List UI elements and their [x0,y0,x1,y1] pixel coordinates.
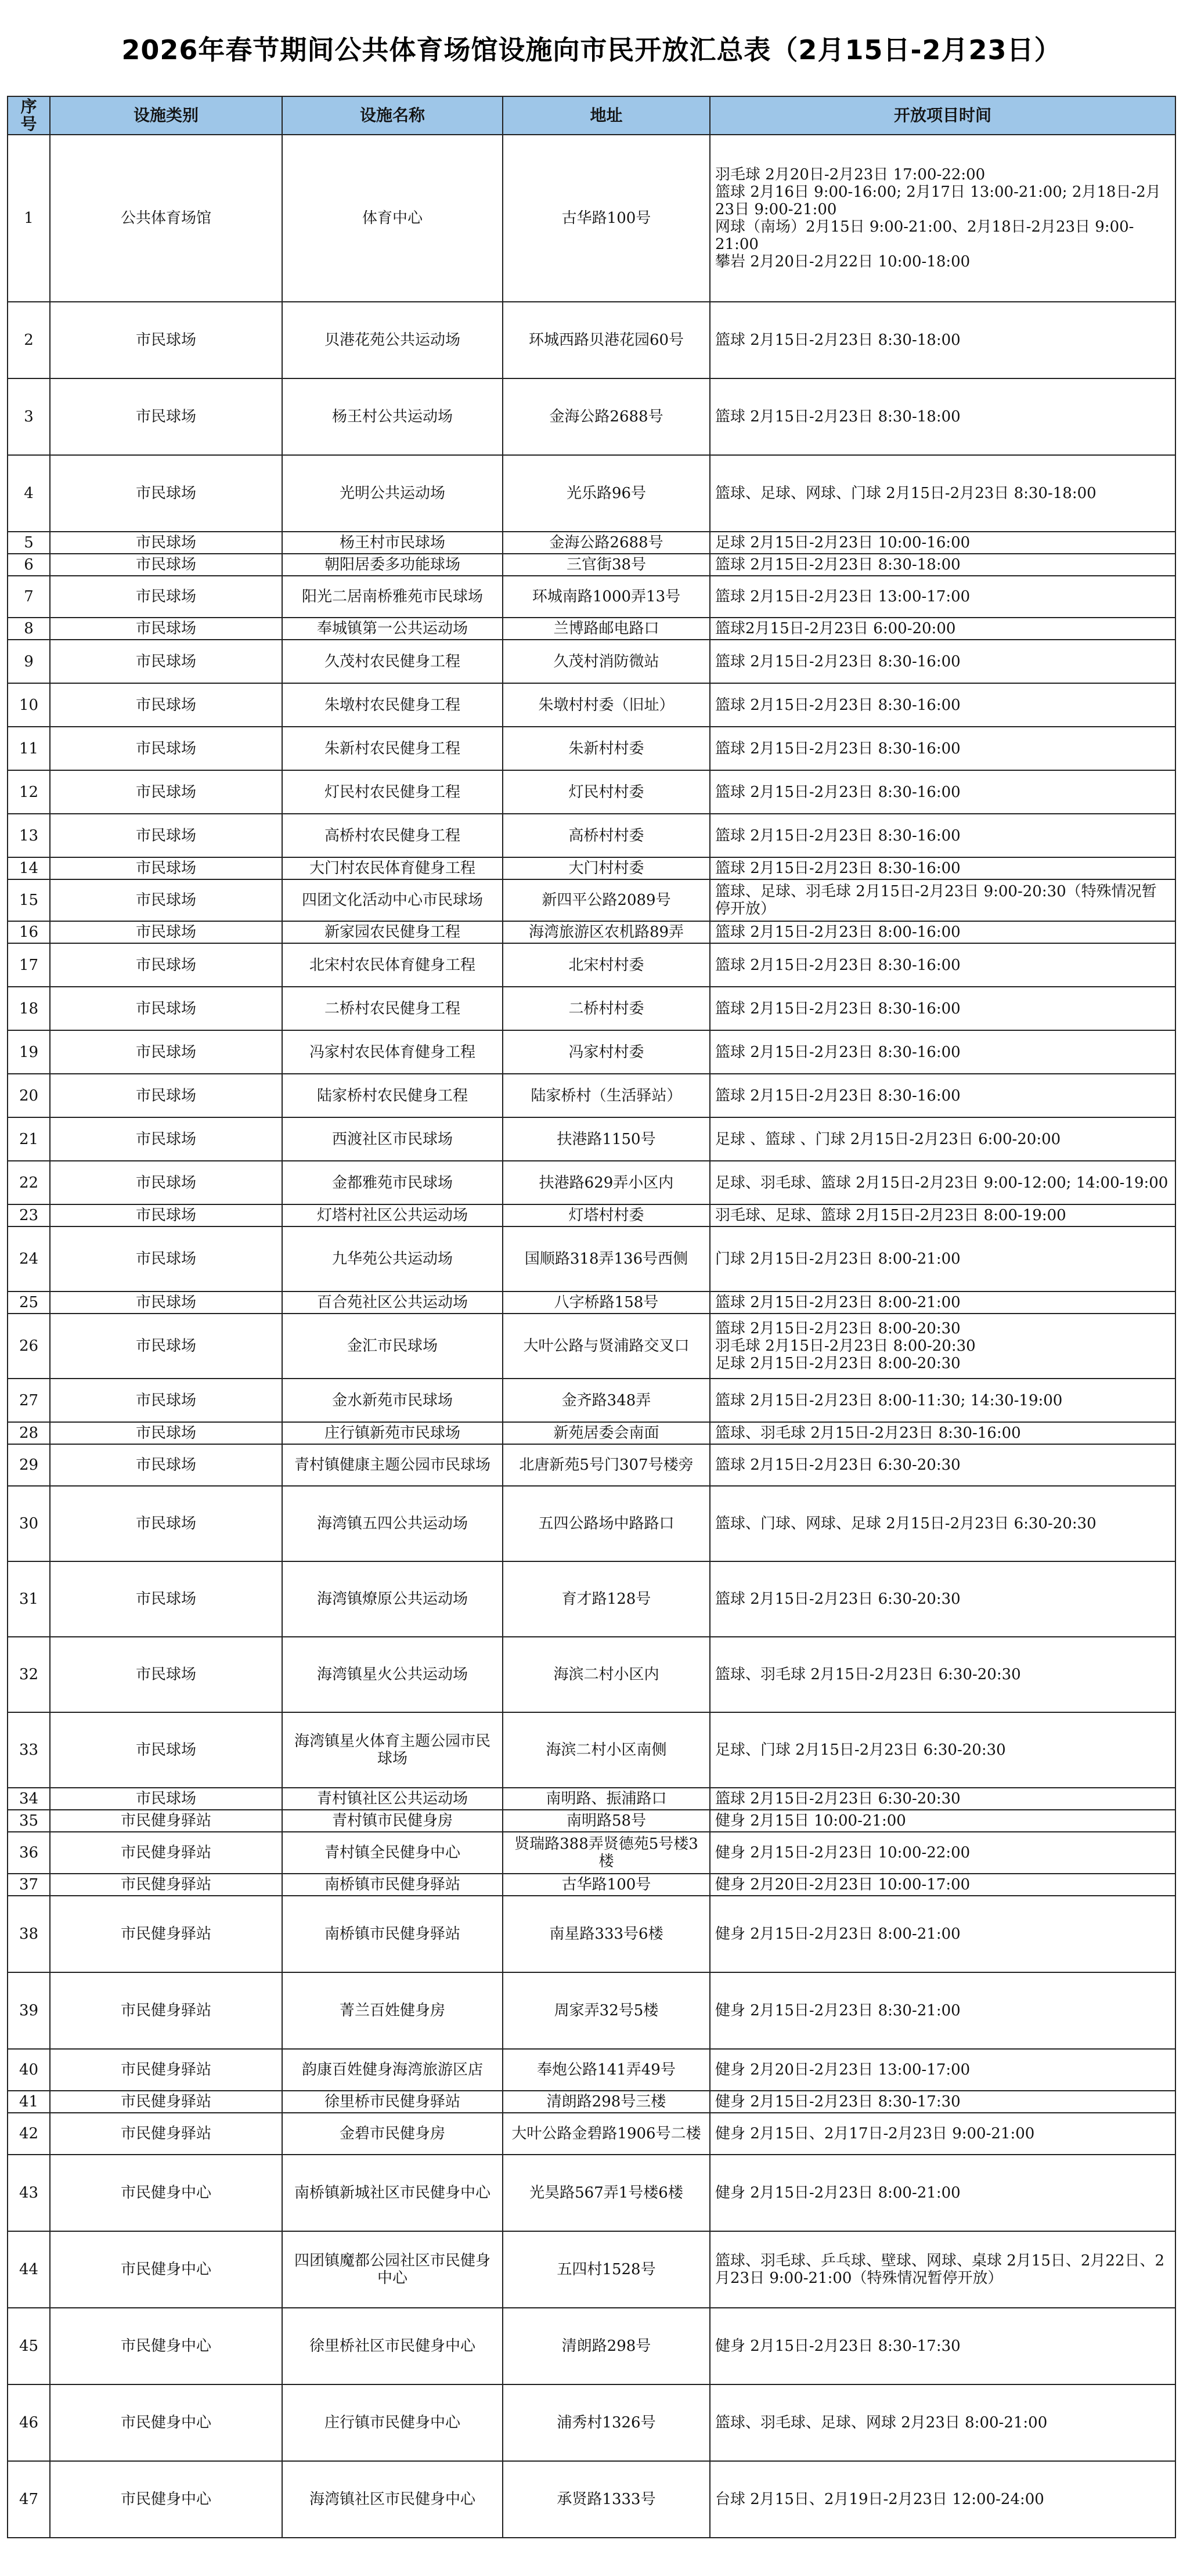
column-header-schedule: 开放项目时间 [710,96,1175,135]
facility-name-cell: 杨王村公共运动场 [282,378,503,455]
facility-name-cell: 菁兰百姓健身房 [282,1972,503,2049]
table-row [8,879,1175,921]
facility-name-cell: 灯塔村社区公共运动场 [282,1204,503,1226]
facility-address-cell: 大门村村委 [503,857,710,879]
facility-category-cell: 市民球场 [50,770,282,814]
open-schedule-cell: 健身 2月15日、2月17日-2月23日 9:00-21:00 [710,2113,1175,2155]
facility-address-cell: 新苑居委会南面 [503,1422,710,1444]
open-schedule-cell: 篮球、羽毛球 2月15日-2月23日 8:30-16:00 [710,1422,1175,1444]
open-schedule-cell: 篮球 2月15日-2月23日 8:00-16:00 [710,921,1175,943]
facility-name-cell: 体育中心 [282,135,503,302]
open-schedule-cell: 篮球、足球、网球、门球 2月15日-2月23日 8:30-18:00 [710,455,1175,532]
facility-category-cell: 市民球场 [50,683,282,727]
table-row [8,1486,1175,1561]
facility-category-cell: 市民健身中心 [50,2155,282,2231]
facility-name-cell: 冯家村农民体育健身工程 [282,1030,503,1074]
table-row [8,1204,1175,1226]
table-row [8,1379,1175,1422]
row-number-cell: 36 [8,1832,50,1874]
facility-category-cell: 市民健身驿站 [50,1832,282,1874]
row-number-cell: 18 [8,987,50,1030]
table-row [8,1314,1175,1379]
facility-name-cell: 朱新村农民健身工程 [282,727,503,770]
facility-category-cell: 市民球场 [50,1030,282,1074]
row-number-cell: 17 [8,943,50,987]
facility-category-cell: 市民球场 [50,921,282,943]
open-schedule-cell: 篮球 2月15日-2月23日 6:30-20:30 [710,1788,1175,1810]
facility-name-cell: 青村镇全民健身中心 [282,1832,503,1874]
facility-category-cell: 市民健身驿站 [50,1896,282,1972]
table-row [8,554,1175,576]
table-row [8,921,1175,943]
facility-category-cell: 市民球场 [50,455,282,532]
facility-name-cell: 南桥镇市民健身驿站 [282,1874,503,1896]
facility-name-cell: 青村镇市民健身房 [282,1810,503,1832]
open-schedule-cell: 篮球 2月15日-2月23日 6:30-20:30 [710,1561,1175,1637]
open-schedule-cell: 足球、门球 2月15日-2月23日 6:30-20:30 [710,1712,1175,1788]
table-row [8,770,1175,814]
facility-address-cell: 古华路100号 [503,1874,710,1896]
row-number-cell: 21 [8,1117,50,1161]
open-schedule-cell: 篮球 2月15日-2月23日 8:30-16:00 [710,727,1175,770]
open-schedule-cell: 篮球2月15日-2月23日 6:00-20:00 [710,618,1175,640]
table-row [8,857,1175,879]
table-header-row [8,96,1175,135]
row-number-cell: 37 [8,1874,50,1896]
row-number-cell: 31 [8,1561,50,1637]
table-row [8,987,1175,1030]
facility-address-cell: 育才路128号 [503,1561,710,1637]
facility-address-cell: 朱新村村委 [503,727,710,770]
facility-address-cell: 南星路333号6楼 [503,1896,710,1972]
facility-name-cell: 四团镇魔都公园社区市民健身中心 [282,2231,503,2308]
open-schedule-cell: 篮球、门球、网球、足球 2月15日-2月23日 6:30-20:30 [710,1486,1175,1561]
table-row [8,1226,1175,1291]
table-row [8,1291,1175,1314]
row-number-cell: 25 [8,1291,50,1314]
facility-name-cell: 朱墩村农民健身工程 [282,683,503,727]
open-schedule-cell: 健身 2月20日-2月23日 13:00-17:00 [710,2049,1175,2091]
open-schedule-cell: 篮球、羽毛球、足球、网球 2月23日 8:00-21:00 [710,2384,1175,2461]
open-schedule-cell: 健身 2月15日-2月23日 8:30-17:30 [710,2308,1175,2384]
table-row [8,2113,1175,2155]
facility-category-cell: 市民球场 [50,1291,282,1314]
row-number-cell: 24 [8,1226,50,1291]
facility-category-cell: 市民球场 [50,943,282,987]
facility-name-cell: 新家园农民健身工程 [282,921,503,943]
open-schedule-cell: 台球 2月15日、2月19日-2月23日 12:00-24:00 [710,2461,1175,2538]
table-row [8,1444,1175,1486]
facility-address-cell: 灯民村村委 [503,770,710,814]
facility-name-cell: 奉城镇第一公共运动场 [282,618,503,640]
facility-address-cell: 陆家桥村（生活驿站） [503,1074,710,1117]
open-schedule-cell: 篮球 2月15日-2月23日 8:30-18:00 [710,554,1175,576]
facility-name-cell: 久茂村农民健身工程 [282,640,503,683]
facility-name-cell: 二桥村农民健身工程 [282,987,503,1030]
table-row [8,1161,1175,1204]
row-number-cell: 16 [8,921,50,943]
open-schedule-cell: 篮球 2月15日-2月23日 8:30-16:00 [710,943,1175,987]
facility-address-cell: 环城西路贝港花园60号 [503,302,710,378]
open-schedule-cell: 篮球、羽毛球、乒乓球、壁球、网球、桌球 2月15日、2月22日、2月23日 9:00-21:00（特殊情况暂停开放） [710,2231,1175,2308]
facility-address-cell: 灯塔村村委 [503,1204,710,1226]
row-number-cell: 9 [8,640,50,683]
facility-name-cell: 庄行镇新苑市民球场 [282,1422,503,1444]
table-row [8,1637,1175,1712]
facility-name-cell: 南桥镇新城社区市民健身中心 [282,2155,503,2231]
row-number-cell: 41 [8,2091,50,2113]
table-row [8,1561,1175,1637]
facility-name-cell: 灯民村农民健身工程 [282,770,503,814]
facility-address-cell: 新四平公路2089号 [503,879,710,921]
open-schedule-cell: 羽毛球 2月20日-2月23日 17:00-22:00 篮球 2月16日 9:00-16:00; 2月17日 13:00-21:00; 2月18日-2月23日 9:00-21:00 网球（南场）2月15日 9:00-21:00、2月18日-2月23日 9:00-21:00 攀岩 2月20日-2月22日 10:00-18:00 [710,135,1175,302]
facility-name-cell: 阳光二居南桥雅苑市民球场 [282,576,503,618]
row-number-cell: 35 [8,1810,50,1832]
facility-name-cell: 南桥镇市民健身驿站 [282,1896,503,1972]
facility-category-cell: 公共体育场馆 [50,135,282,302]
facility-category-cell: 市民球场 [50,1561,282,1637]
row-number-cell: 38 [8,1896,50,1972]
column-header-address: 地址 [503,96,710,135]
open-schedule-cell: 门球 2月15日-2月23日 8:00-21:00 [710,1226,1175,1291]
facility-category-cell: 市民球场 [50,640,282,683]
row-number-cell: 19 [8,1030,50,1074]
facility-category-cell: 市民球场 [50,1117,282,1161]
row-number-cell: 5 [8,532,50,554]
row-number-cell: 30 [8,1486,50,1561]
table-row [8,618,1175,640]
table-row [8,1117,1175,1161]
facility-name-cell: 高桥村农民健身工程 [282,814,503,857]
row-number-cell: 22 [8,1161,50,1204]
facility-category-cell: 市民球场 [50,727,282,770]
row-number-cell: 26 [8,1314,50,1379]
open-schedule-cell: 篮球 2月15日-2月23日 8:30-18:00 [710,302,1175,378]
row-number-cell: 43 [8,2155,50,2231]
facility-address-cell: 环城南路1000弄13号 [503,576,710,618]
table-row [8,1874,1175,1896]
table-row [8,943,1175,987]
table-row [8,378,1175,455]
table-row [8,683,1175,727]
row-number-cell: 20 [8,1074,50,1117]
row-number-cell: 6 [8,554,50,576]
facility-address-cell: 海湾旅游区农机路89弄 [503,921,710,943]
facility-address-cell: 光昊路567弄1号楼6楼 [503,2155,710,2231]
facility-category-cell: 市民球场 [50,1712,282,1788]
row-number-cell: 44 [8,2231,50,2308]
row-number-cell: 14 [8,857,50,879]
page-title: 2026年春节期间公共体育场馆设施向市民开放汇总表（2月15日-2月23日） [121,34,1062,66]
facility-category-cell: 市民球场 [50,1204,282,1226]
table-row [8,302,1175,378]
facility-category-cell: 市民球场 [50,1314,282,1379]
facility-address-cell: 光乐路96号 [503,455,710,532]
facility-name-cell: 庄行镇市民健身中心 [282,2384,503,2461]
column-header-name: 设施名称 [282,96,503,135]
facility-category-cell: 市民球场 [50,814,282,857]
facility-category-cell: 市民球场 [50,879,282,921]
row-number-cell: 13 [8,814,50,857]
table-row [8,455,1175,532]
facility-name-cell: 金水新苑市民球场 [282,1379,503,1422]
open-schedule-cell: 篮球 2月15日-2月23日 8:00-11:30; 14:30-19:00 [710,1379,1175,1422]
row-number-cell: 39 [8,1972,50,2049]
facility-name-cell: 海湾镇燎原公共运动场 [282,1561,503,1637]
facility-category-cell: 市民球场 [50,554,282,576]
row-number-cell: 33 [8,1712,50,1788]
facility-category-cell: 市民球场 [50,987,282,1030]
open-schedule-cell: 足球 、篮球 、门球 2月15日-2月23日 6:00-20:00 [710,1117,1175,1161]
open-schedule-cell: 篮球 2月15日-2月23日 8:30-16:00 [710,683,1175,727]
facility-category-cell: 市民健身驿站 [50,2091,282,2113]
row-number-cell: 42 [8,2113,50,2155]
table-row [8,1788,1175,1810]
open-schedule-cell: 篮球 2月15日-2月23日 8:30-16:00 [710,814,1175,857]
facility-category-cell: 市民球场 [50,1379,282,1422]
row-number-cell: 1 [8,135,50,302]
open-schedule-cell: 健身 2月15日-2月23日 8:30-17:30 [710,2091,1175,2113]
open-schedule-cell: 健身 2月15日-2月23日 8:00-21:00 [710,2155,1175,2231]
open-schedule-cell: 篮球 2月15日-2月23日 8:30-16:00 [710,640,1175,683]
table-row [8,532,1175,554]
facility-name-cell: 青村镇健康主题公园市民球场 [282,1444,503,1486]
facility-category-cell: 市民球场 [50,576,282,618]
table-row [8,1074,1175,1117]
column-header-no: 序号 [8,96,50,135]
open-schedule-cell: 篮球 2月15日-2月23日 13:00-17:00 [710,576,1175,618]
facility-name-cell: 陆家桥村农民健身工程 [282,1074,503,1117]
row-number-cell: 7 [8,576,50,618]
facility-category-cell: 市民球场 [50,378,282,455]
open-schedule-cell: 健身 2月15日-2月23日 8:30-21:00 [710,1972,1175,2049]
facility-address-cell: 南明路58号 [503,1810,710,1832]
facility-address-cell: 朱墩村村委（旧址） [503,683,710,727]
facility-category-cell: 市民健身驿站 [50,2113,282,2155]
facility-name-cell: 青村镇社区公共运动场 [282,1788,503,1810]
row-number-cell: 29 [8,1444,50,1486]
row-number-cell: 8 [8,618,50,640]
facility-address-cell: 承贤路1333号 [503,2461,710,2538]
table-row [8,2091,1175,2113]
open-schedule-cell: 篮球、足球、羽毛球 2月15日-2月23日 9:00-20:30（特殊情况暂停开放） [710,879,1175,921]
open-schedule-cell: 篮球 2月15日-2月23日 8:30-16:00 [710,857,1175,879]
open-schedule-cell: 健身 2月15日-2月23日 8:00-21:00 [710,1896,1175,1972]
facility-name-cell: 金碧市民健身房 [282,2113,503,2155]
facility-address-cell: 清朗路298号 [503,2308,710,2384]
facility-category-cell: 市民健身中心 [50,2384,282,2461]
facility-name-cell: 朝阳居委多功能球场 [282,554,503,576]
table-row [8,1030,1175,1074]
facility-address-cell: 大叶公路金碧路1906号二楼 [503,2113,710,2155]
facility-category-cell: 市民健身驿站 [50,2049,282,2091]
facility-category-cell: 市民健身中心 [50,2308,282,2384]
table-row [8,2308,1175,2384]
facility-table [7,96,1176,2538]
row-number-cell: 15 [8,879,50,921]
row-number-cell: 27 [8,1379,50,1422]
facility-name-cell: 杨王村市民球场 [282,532,503,554]
table-row [8,1712,1175,1788]
open-schedule-cell: 篮球 2月15日-2月23日 6:30-20:30 [710,1444,1175,1486]
table-row [8,1422,1175,1444]
facility-address-cell: 北宋村村委 [503,943,710,987]
table-row [8,640,1175,683]
row-number-cell: 32 [8,1637,50,1712]
facility-address-cell: 冯家村村委 [503,1030,710,1074]
facility-category-cell: 市民球场 [50,1637,282,1712]
row-number-cell: 47 [8,2461,50,2538]
facility-name-cell: 韵康百姓健身海湾旅游区店 [282,2049,503,2091]
table-row [8,1972,1175,2049]
facility-name-cell: 百合苑社区公共运动场 [282,1291,503,1314]
facility-category-cell: 市民球场 [50,1788,282,1810]
facility-category-cell: 市民健身驿站 [50,1874,282,1896]
facility-address-cell: 五四公路场中路路口 [503,1486,710,1561]
facility-name-cell: 徐里桥社区市民健身中心 [282,2308,503,2384]
facility-category-cell: 市民球场 [50,1486,282,1561]
table-row [8,135,1175,302]
facility-address-cell: 金齐路348弄 [503,1379,710,1422]
facility-address-cell: 五四村1528号 [503,2231,710,2308]
facility-category-cell: 市民球场 [50,1074,282,1117]
facility-address-cell: 浦秀村1326号 [503,2384,710,2461]
facility-category-cell: 市民健身驿站 [50,1810,282,1832]
facility-address-cell: 大叶公路与贤浦路交叉口 [503,1314,710,1379]
open-schedule-cell: 羽毛球、足球、篮球 2月15日-2月23日 8:00-19:00 [710,1204,1175,1226]
table-row [8,1810,1175,1832]
facility-address-cell: 奉炮公路141弄49号 [503,2049,710,2091]
facility-category-cell: 市民健身驿站 [50,1972,282,2049]
facility-name-cell: 大门村农民体育健身工程 [282,857,503,879]
open-schedule-cell: 健身 2月15日-2月23日 10:00-22:00 [710,1832,1175,1874]
facility-category-cell: 市民球场 [50,302,282,378]
row-number-cell: 10 [8,683,50,727]
open-schedule-cell: 篮球 2月15日-2月23日 8:00-20:30 羽毛球 2月15日-2月23日 8:00-20:30 足球 2月15日-2月23日 8:00-20:30 [710,1314,1175,1379]
open-schedule-cell: 篮球、羽毛球 2月15日-2月23日 6:30-20:30 [710,1637,1175,1712]
open-schedule-cell: 足球 2月15日-2月23日 10:00-16:00 [710,532,1175,554]
row-number-cell: 2 [8,302,50,378]
facility-name-cell: 四团文化活动中心市民球场 [282,879,503,921]
facility-address-cell: 南明路、振浦路口 [503,1788,710,1810]
facility-address-cell: 古华路100号 [503,135,710,302]
facility-category-cell: 市民球场 [50,618,282,640]
table-row [8,2384,1175,2461]
facility-category-cell: 市民球场 [50,1444,282,1486]
row-number-cell: 4 [8,455,50,532]
facility-address-cell: 海滨二村小区内 [503,1637,710,1712]
open-schedule-cell: 篮球 2月15日-2月23日 8:30-16:00 [710,770,1175,814]
table-row [8,2155,1175,2231]
facility-address-cell: 八字桥路158号 [503,1291,710,1314]
facility-name-cell: 西渡社区市民球场 [282,1117,503,1161]
facility-name-cell: 海湾镇社区市民健身中心 [282,2461,503,2538]
open-schedule-cell: 篮球 2月15日-2月23日 8:30-16:00 [710,1074,1175,1117]
open-schedule-cell: 健身 2月15日 10:00-21:00 [710,1810,1175,1832]
open-schedule-cell: 篮球 2月15日-2月23日 8:30-16:00 [710,987,1175,1030]
open-schedule-cell: 健身 2月20日-2月23日 10:00-17:00 [710,1874,1175,1896]
facility-address-cell: 三官街38号 [503,554,710,576]
facility-address-cell: 兰博路邮电路口 [503,618,710,640]
table-row [8,2461,1175,2538]
facility-name-cell: 金都雅苑市民球场 [282,1161,503,1204]
facility-name-cell: 金汇市民球场 [282,1314,503,1379]
facility-name-cell: 徐里桥市民健身驿站 [282,2091,503,2113]
facility-address-cell: 扶港路1150号 [503,1117,710,1161]
table-row [8,814,1175,857]
facility-name-cell: 九华苑公共运动场 [282,1226,503,1291]
facility-category-cell: 市民球场 [50,532,282,554]
facility-name-cell: 海湾镇星火公共运动场 [282,1637,503,1712]
facility-category-cell: 市民球场 [50,1226,282,1291]
table-row [8,1832,1175,1874]
row-number-cell: 28 [8,1422,50,1444]
facility-address-cell: 久茂村消防微站 [503,640,710,683]
facility-name-cell: 海湾镇五四公共运动场 [282,1486,503,1561]
row-number-cell: 11 [8,727,50,770]
open-schedule-cell: 足球、羽毛球、篮球 2月15日-2月23日 9:00-12:00; 14:00-19:00 [710,1161,1175,1204]
facility-address-cell: 高桥村村委 [503,814,710,857]
table-row [8,1896,1175,1972]
row-number-cell: 12 [8,770,50,814]
facility-address-cell: 北唐新苑5号门307号楼旁 [503,1444,710,1486]
facility-name-cell: 北宋村农民体育健身工程 [282,943,503,987]
open-schedule-cell: 篮球 2月15日-2月23日 8:30-18:00 [710,378,1175,455]
table-row [8,576,1175,618]
column-header-category: 设施类别 [50,96,282,135]
row-number-cell: 46 [8,2384,50,2461]
table-row [8,2049,1175,2091]
table-body [8,135,1175,2538]
facility-address-cell: 二桥村村委 [503,987,710,1030]
row-number-cell: 45 [8,2308,50,2384]
facility-category-cell: 市民健身中心 [50,2461,282,2538]
facility-address-cell: 周家弄32号5楼 [503,1972,710,2049]
facility-address-cell: 海滨二村小区南侧 [503,1712,710,1788]
facility-address-cell: 国顺路318弄136号西侧 [503,1226,710,1291]
facility-address-cell: 金海公路2688号 [503,378,710,455]
table-row [8,2231,1175,2308]
facility-name-cell: 海湾镇星火体育主题公园市民球场 [282,1712,503,1788]
row-number-cell: 23 [8,1204,50,1226]
row-number-cell: 40 [8,2049,50,2091]
facility-category-cell: 市民球场 [50,1422,282,1444]
facility-address-cell: 贤瑞路388弄贤德苑5号楼3楼 [503,1832,710,1874]
table-row [8,727,1175,770]
facility-category-cell: 市民球场 [50,857,282,879]
facility-category-cell: 市民球场 [50,1161,282,1204]
facility-name-cell: 贝港花苑公共运动场 [282,302,503,378]
facility-address-cell: 清朗路298号三楼 [503,2091,710,2113]
open-schedule-cell: 篮球 2月15日-2月23日 8:00-21:00 [710,1291,1175,1314]
facility-address-cell: 金海公路2688号 [503,532,710,554]
facility-category-cell: 市民健身中心 [50,2231,282,2308]
facility-address-cell: 扶港路629弄小区内 [503,1161,710,1204]
row-number-cell: 34 [8,1788,50,1810]
open-schedule-cell: 篮球 2月15日-2月23日 8:30-16:00 [710,1030,1175,1074]
row-number-cell: 3 [8,378,50,455]
facility-name-cell: 光明公共运动场 [282,455,503,532]
